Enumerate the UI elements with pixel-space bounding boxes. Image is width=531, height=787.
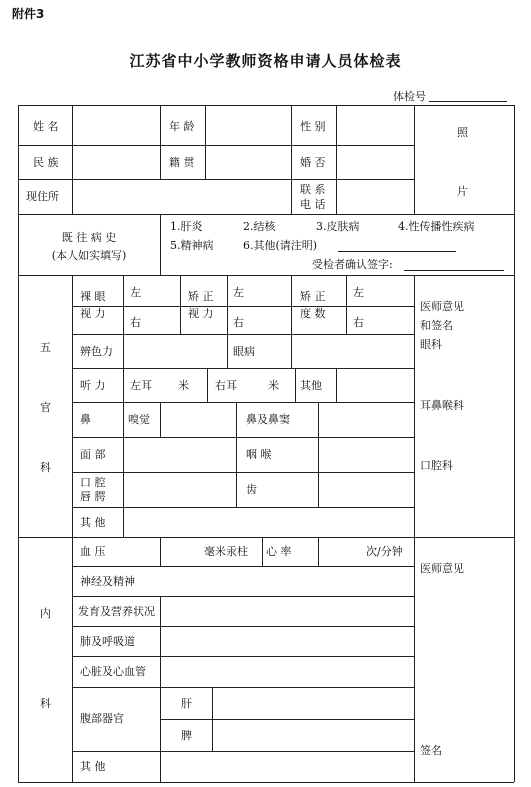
confirm-signature-label: 受检者确认签字: bbox=[312, 258, 393, 271]
neuro-label: 神经及精神 bbox=[80, 575, 135, 588]
history-item-tb: 2.结核 bbox=[243, 220, 276, 233]
liver-label: 肝 bbox=[181, 697, 192, 710]
five-senses-other-label: 其 他 bbox=[80, 516, 106, 529]
exam-number-label: 体检号 bbox=[393, 90, 426, 103]
corrected-vision-label-1: 矫 正 bbox=[188, 290, 214, 303]
abdomen-label: 腹部器官 bbox=[80, 712, 124, 725]
per-minute-unit-label: 次/分钟 bbox=[366, 545, 403, 558]
naked-right-label: 右 bbox=[130, 316, 141, 329]
correction-degree-label-2: 度 数 bbox=[300, 307, 326, 320]
confirm-signature-field[interactable] bbox=[404, 270, 504, 271]
photo-label-1: 照 bbox=[457, 126, 468, 139]
left-ear-label: 左耳 bbox=[130, 379, 152, 392]
internal-other-label: 其 他 bbox=[80, 760, 106, 773]
five-senses-char-3: 科 bbox=[40, 461, 51, 474]
internal-signature-label: 签名 bbox=[420, 744, 442, 757]
correction-degree-label-1: 矫 正 bbox=[300, 290, 326, 303]
contact-label-1: 联 系 bbox=[300, 183, 326, 196]
nose-label: 鼻 bbox=[80, 413, 91, 426]
mmhg-unit-label: 毫米汞柱 bbox=[204, 545, 248, 558]
heart-rate-label: 心 率 bbox=[266, 545, 292, 558]
degree-right-label: 右 bbox=[353, 316, 364, 329]
eye-dept-label: 眼科 bbox=[420, 338, 442, 351]
contact-label-2: 电 话 bbox=[300, 198, 326, 211]
blood-pressure-label: 血 压 bbox=[80, 545, 106, 558]
internal-char-1: 内 bbox=[40, 607, 51, 620]
five-senses-char-1: 五 bbox=[40, 341, 51, 354]
smell-label: 嗅觉 bbox=[128, 413, 150, 426]
corrected-right-label: 右 bbox=[233, 316, 244, 329]
doctor-opinion-label: 医师意见 bbox=[420, 300, 464, 313]
naked-vision-label-2: 视 力 bbox=[80, 307, 106, 320]
attachment-label: 附件3 bbox=[12, 7, 45, 21]
naked-left-label: 左 bbox=[130, 286, 141, 299]
hearing-label: 听 力 bbox=[80, 379, 106, 392]
throat-label: 咽 喉 bbox=[246, 448, 272, 461]
eye-disease-label: 眼病 bbox=[233, 345, 255, 358]
degree-left-label: 左 bbox=[353, 286, 364, 299]
lung-label: 肺及呼吸道 bbox=[80, 635, 135, 648]
history-item-skin: 3.皮肤病 bbox=[316, 220, 360, 233]
hearing-other-label: 其他 bbox=[300, 379, 322, 392]
left-ear-meter-label: 米 bbox=[178, 379, 189, 392]
internal-doctor-opinion-label: 医师意见 bbox=[420, 562, 464, 575]
age-label: 年 龄 bbox=[169, 120, 195, 133]
history-item-hepatitis: 1.肝炎 bbox=[170, 220, 203, 233]
form-title: 江苏省中小学教师资格申请人员体检表 bbox=[129, 52, 402, 70]
heart-label: 心脏及心血管 bbox=[80, 665, 146, 678]
exam-number-field[interactable] bbox=[429, 101, 507, 102]
mouth-label-1: 口 腔 bbox=[80, 476, 106, 489]
color-vision-label: 辨色力 bbox=[80, 345, 113, 358]
spleen-label: 脾 bbox=[181, 729, 192, 742]
face-label: 面 部 bbox=[80, 448, 106, 461]
right-ear-label: 右耳 bbox=[215, 379, 237, 392]
gender-label: 性 别 bbox=[300, 120, 326, 133]
corrected-left-label: 左 bbox=[233, 286, 244, 299]
right-ear-meter-label: 米 bbox=[268, 379, 279, 392]
history-item-mental: 5.精神病 bbox=[170, 239, 214, 252]
ethnicity-label: 民 族 bbox=[33, 156, 59, 169]
corrected-vision-label-2: 视 力 bbox=[188, 307, 214, 320]
history-item-other: 6.其他(请注明) bbox=[243, 239, 318, 252]
native-place-label: 籍 贯 bbox=[169, 156, 195, 169]
sinus-label: 鼻及鼻窦 bbox=[246, 413, 290, 426]
photo-label-2: 片 bbox=[457, 185, 468, 198]
history-item-std: 4.性传播性疾病 bbox=[398, 220, 475, 233]
mouth-label-2: 唇 腭 bbox=[80, 490, 106, 503]
oral-dept-label: 口腔科 bbox=[420, 459, 453, 472]
internal-char-2: 科 bbox=[40, 697, 51, 710]
history-other-field[interactable] bbox=[338, 251, 456, 252]
name-label: 姓 名 bbox=[33, 120, 59, 133]
naked-vision-label-1: 裸 眼 bbox=[80, 290, 106, 303]
address-label: 现住所 bbox=[26, 190, 59, 203]
history-label-2: (本人如实填写) bbox=[51, 249, 127, 262]
marital-label: 婚 否 bbox=[300, 156, 326, 169]
growth-label: 发育及营养状况 bbox=[78, 605, 155, 618]
ent-dept-label: 耳鼻喉科 bbox=[420, 399, 464, 412]
five-senses-char-2: 官 bbox=[40, 401, 51, 414]
doctor-signature-label: 和签名 bbox=[420, 319, 453, 332]
teeth-label: 齿 bbox=[246, 483, 257, 496]
history-label-1: 既 往 病 史 bbox=[61, 231, 117, 244]
